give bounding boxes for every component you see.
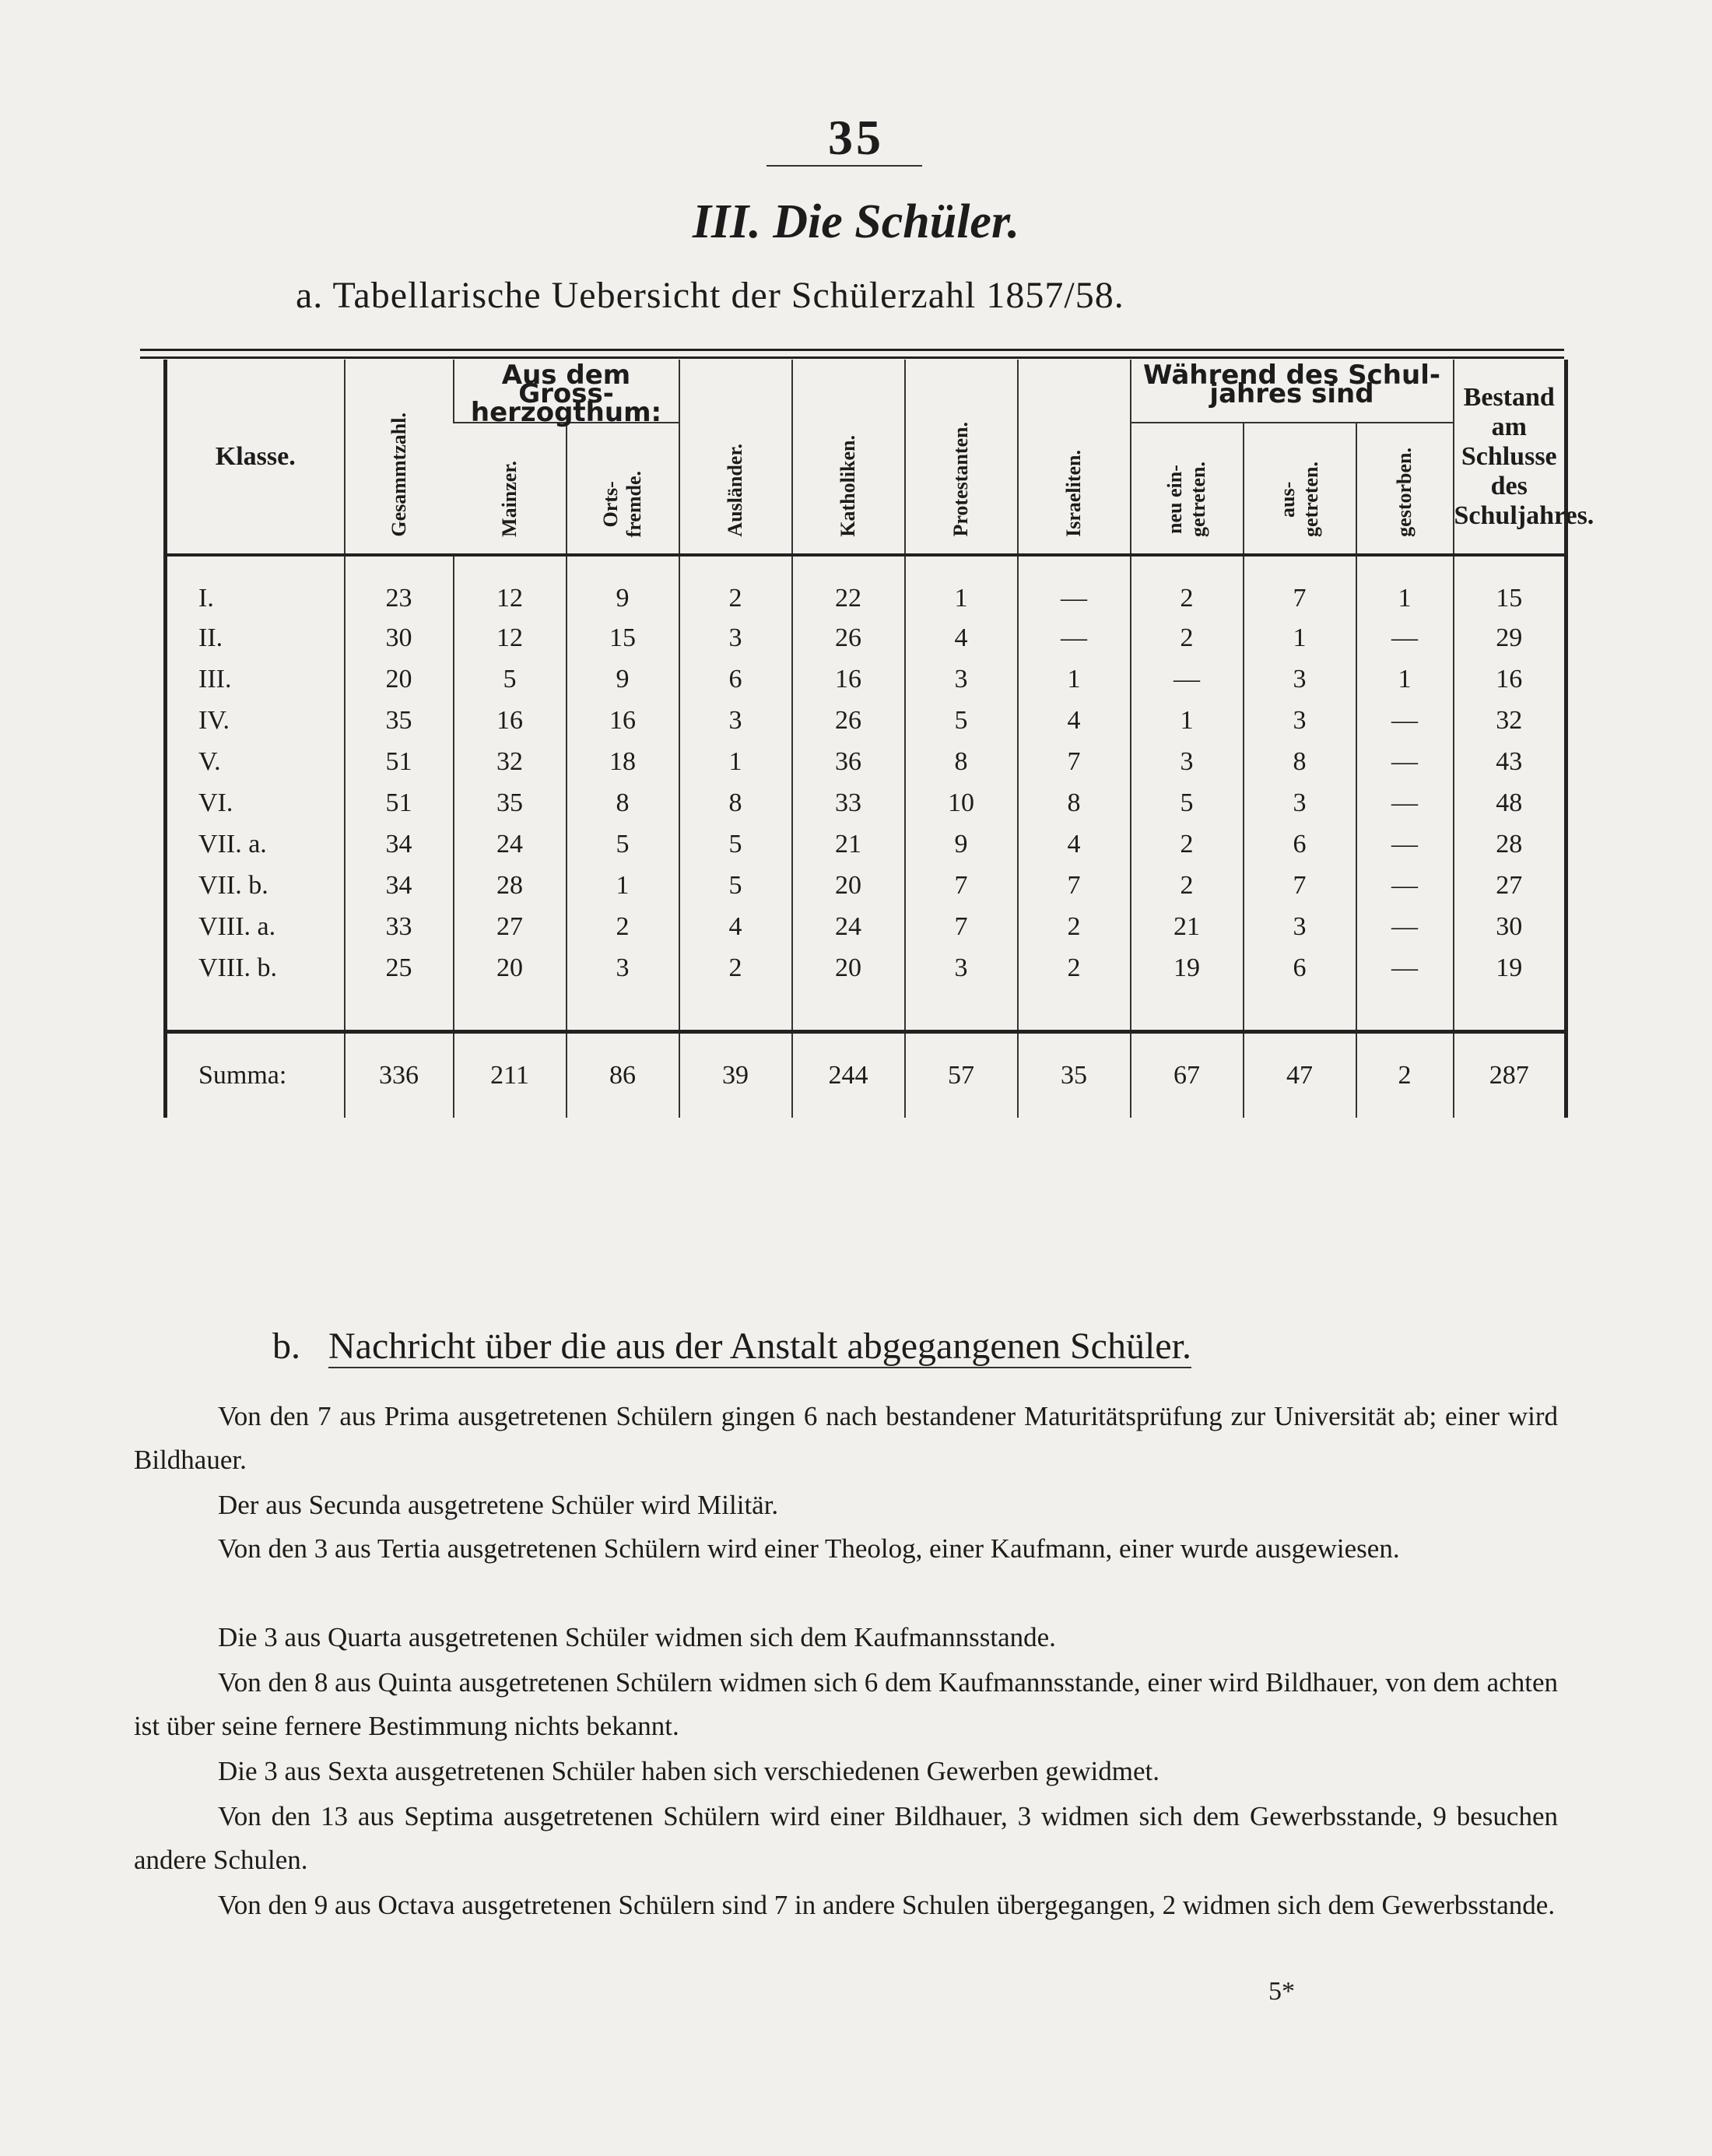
- cell-ortsfremde: 18: [567, 741, 679, 782]
- cell-klasse: II.: [198, 623, 223, 652]
- cell-protestanten: 9: [905, 823, 1018, 865]
- cell-auslaender: 2: [679, 947, 792, 988]
- page-number-rule: [767, 165, 922, 167]
- cell-gesammtzahl: 23: [345, 555, 454, 617]
- cell-gesammtzahl: 33: [345, 906, 454, 947]
- cell-katholiken: 20: [792, 865, 905, 906]
- cell-mainzer: 32: [454, 741, 567, 782]
- cell-klasse: VIII. b.: [198, 953, 278, 982]
- cell-gestorben: —: [1356, 741, 1454, 782]
- paragraph-quinta: Von den 8 aus Quinta ausgetretenen Schülern widmen sich 6 dem Kaufmannsstande, einer wird Bildhauer, von dem achten ist über seine fernere Bestimmung nichts bekannt.: [134, 1667, 1558, 1741]
- cell-bestand: 287: [1454, 1032, 1566, 1118]
- cell-katholiken: 21: [792, 823, 905, 865]
- header-neu-eingetreten: neu ein- getreten.: [1131, 423, 1244, 555]
- cell-mainzer: 16: [454, 700, 567, 741]
- cell-klasse: IV.: [198, 705, 230, 735]
- cell-gestorben: —: [1356, 700, 1454, 741]
- cell-mainzer: 28: [454, 865, 567, 906]
- cell-aus: 6: [1244, 823, 1356, 865]
- table-row: [166, 741, 1566, 782]
- cell-aus: 7: [1244, 865, 1356, 906]
- cell-auslaender: 6: [679, 658, 792, 700]
- cell-mainzer: 12: [454, 555, 567, 617]
- cell-auslaender: 5: [679, 823, 792, 865]
- cell-protestanten: 3: [905, 947, 1018, 988]
- cell-neu: 5: [1131, 782, 1244, 823]
- cell-israeliten: 35: [1018, 1032, 1131, 1118]
- cell-aus: 3: [1244, 782, 1356, 823]
- cell-katholiken: 26: [792, 617, 905, 658]
- cell-katholiken: 20: [792, 947, 905, 988]
- cell-auslaender: 2: [679, 555, 792, 617]
- cell-bestand: 16: [1454, 658, 1566, 700]
- cell-katholiken: 16: [792, 658, 905, 700]
- section-title: III. Die Schüler.: [692, 195, 1020, 248]
- cell-katholiken: 26: [792, 700, 905, 741]
- cell-aus: 8: [1244, 741, 1356, 782]
- cell-klasse: III.: [198, 664, 232, 694]
- cell-katholiken: 24: [792, 906, 905, 947]
- cell-auslaender: 5: [679, 865, 792, 906]
- cell-auslaender: 3: [679, 617, 792, 658]
- header-mainzer: Mainzer.: [454, 423, 567, 555]
- header-auslaender: Ausländer.: [679, 360, 792, 555]
- table-summary-row: [166, 1032, 1566, 1118]
- cell-aus: 3: [1244, 658, 1356, 700]
- cell-bestand: 28: [1454, 823, 1566, 865]
- cell-katholiken: 244: [792, 1032, 905, 1118]
- cell-katholiken: 33: [792, 782, 905, 823]
- cell-aus: 6: [1244, 947, 1356, 988]
- cell-bestand: 27: [1454, 865, 1566, 906]
- cell-protestanten: 5: [905, 700, 1018, 741]
- cell-neu: 67: [1131, 1032, 1244, 1118]
- subtitle-text: Nachricht über die aus der Anstalt abgegangenen Schüler.: [328, 1326, 1191, 1367]
- cell-ortsfremde: 8: [567, 782, 679, 823]
- cell-bestand: 19: [1454, 947, 1566, 988]
- cell-neu: 2: [1131, 865, 1244, 906]
- table-spacer-row: [166, 988, 1566, 1032]
- table-top-rule: [140, 349, 1564, 351]
- cell-auslaender: 3: [679, 700, 792, 741]
- cell-gesammtzahl: 25: [345, 947, 454, 988]
- cell-ortsfremde: 86: [567, 1032, 679, 1118]
- cell-gestorben: 2: [1356, 1032, 1454, 1118]
- cell-israeliten: —: [1018, 617, 1131, 658]
- table-row: [166, 658, 1566, 700]
- cell-israeliten: 7: [1018, 741, 1131, 782]
- cell-mainzer: 211: [454, 1032, 567, 1118]
- cell-israeliten: —: [1018, 555, 1131, 617]
- paragraph-sexta: Die 3 aus Sexta ausgetretenen Schüler haben sich verschiedenen Gewerben gewidmet.: [218, 1756, 1159, 1786]
- cell-mainzer: 20: [454, 947, 567, 988]
- cell-israeliten: 2: [1018, 947, 1131, 988]
- cell-gestorben: —: [1356, 906, 1454, 947]
- cell-neu: 2: [1131, 617, 1244, 658]
- cell-summa-label: Summa:: [166, 1032, 345, 1118]
- cell-aus: 1: [1244, 617, 1356, 658]
- cell-gestorben: 1: [1356, 555, 1454, 617]
- cell-protestanten: 4: [905, 617, 1018, 658]
- cell-auslaender: 1: [679, 741, 792, 782]
- cell-ortsfremde: 5: [567, 823, 679, 865]
- cell-ortsfremde: 15: [567, 617, 679, 658]
- cell-protestanten: 57: [905, 1032, 1018, 1118]
- header-bestand: Bestand am Schlusse des Schuljahres.: [1454, 360, 1566, 555]
- cell-neu: 2: [1131, 823, 1244, 865]
- cell-ortsfremde: 9: [567, 555, 679, 617]
- cell-mainzer: 35: [454, 782, 567, 823]
- cell-gesammtzahl: 34: [345, 823, 454, 865]
- paragraph-septima: Von den 13 aus Septima ausgetretenen Schülern wird einer Bildhauer, 3 widmen sich dem Gewerbsstande, 9 besuchen andere Schulen.: [134, 1801, 1558, 1875]
- cell-israeliten: 2: [1018, 906, 1131, 947]
- paragraph-tertia: Von den 3 aus Tertia ausgetretenen Schülern wird einer Theolog, einer Kaufmann, einer wurde ausgewiesen.: [218, 1533, 1400, 1564]
- cell-ortsfremde: 3: [567, 947, 679, 988]
- cell-auslaender: 4: [679, 906, 792, 947]
- cell-aus: 3: [1244, 700, 1356, 741]
- cell-bestand: 32: [1454, 700, 1566, 741]
- table-caption: a. Tabellarische Uebersicht der Schülerzahl 1857/58.: [296, 275, 1124, 316]
- cell-bestand: 30: [1454, 906, 1566, 947]
- cell-neu: 3: [1131, 741, 1244, 782]
- cell-auslaender: 39: [679, 1032, 792, 1118]
- cell-neu: 1: [1131, 700, 1244, 741]
- table-row: [166, 865, 1566, 906]
- cell-protestanten: 7: [905, 906, 1018, 947]
- cell-gesammtzahl: 20: [345, 658, 454, 700]
- table-row: [166, 947, 1566, 988]
- cell-neu: 19: [1131, 947, 1244, 988]
- cell-bestand: 29: [1454, 617, 1566, 658]
- table-top-rule-2: [140, 356, 1564, 359]
- paragraph-octava: Von den 9 aus Octava ausgetretenen Schülern sind 7 in andere Schulen übergegangen, 2 widmen sich dem Gewerbsstande.: [218, 1890, 1556, 1920]
- cell-gesammtzahl: 51: [345, 782, 454, 823]
- table-row: [166, 555, 1566, 617]
- table-row: [166, 823, 1566, 865]
- cell-protestanten: 7: [905, 865, 1018, 906]
- paragraph-prima: Von den 7 aus Prima ausgetretenen Schülern gingen 6 nach bestandener Maturitätsprüfung zur Universität ab; einer wird Bildhauer.: [134, 1401, 1558, 1475]
- header-klasse: Klasse.: [166, 360, 345, 555]
- cell-israeliten: 4: [1018, 700, 1131, 741]
- header-gestorben: gestorben.: [1356, 423, 1454, 555]
- header-group-grossherzogthum: Aus dem Gross-herzogthum:: [454, 360, 679, 423]
- cell-mainzer: 27: [454, 906, 567, 947]
- cell-israeliten: 1: [1018, 658, 1131, 700]
- cell-klasse: VI.: [198, 788, 233, 817]
- cell-neu: —: [1131, 658, 1244, 700]
- header-katholiken: Katholiken.: [792, 360, 905, 555]
- cell-gestorben: 1: [1356, 658, 1454, 700]
- cell-klasse: VII. a.: [198, 829, 267, 859]
- cell-gesammtzahl: 30: [345, 617, 454, 658]
- cell-gestorben: —: [1356, 947, 1454, 988]
- cell-protestanten: 10: [905, 782, 1018, 823]
- cell-aus: 7: [1244, 555, 1356, 617]
- student-statistics-table: [163, 360, 1594, 1118]
- cell-israeliten: 7: [1018, 865, 1131, 906]
- cell-bestand: 48: [1454, 782, 1566, 823]
- header-ortsfremde: Orts- fremde.: [567, 423, 679, 555]
- cell-gestorben: —: [1356, 823, 1454, 865]
- cell-gestorben: —: [1356, 782, 1454, 823]
- cell-protestanten: 1: [905, 555, 1018, 617]
- cell-gesammtzahl: 336: [345, 1032, 454, 1118]
- header-ausgetreten: aus- getreten.: [1244, 423, 1356, 555]
- cell-gesammtzahl: 35: [345, 700, 454, 741]
- cell-klasse: VII. b.: [198, 870, 268, 900]
- cell-katholiken: 36: [792, 741, 905, 782]
- cell-klasse: V.: [198, 746, 221, 776]
- page-number: 35: [828, 110, 884, 165]
- table-row: [166, 700, 1566, 741]
- subtitle: [272, 1325, 1595, 1368]
- table-row: [166, 617, 1566, 658]
- cell-neu: 21: [1131, 906, 1244, 947]
- cell-gestorben: —: [1356, 865, 1454, 906]
- table-row: [166, 782, 1566, 823]
- signature-mark: 5*: [1268, 1977, 1295, 2006]
- cell-klasse: VIII. a.: [198, 911, 276, 941]
- cell-ortsfremde: 1: [567, 865, 679, 906]
- cell-auslaender: 8: [679, 782, 792, 823]
- cell-ortsfremde: 9: [567, 658, 679, 700]
- header-group-waehrend: Während des Schul-jahres sind: [1131, 360, 1454, 423]
- header-israeliten: Israeliten.: [1018, 360, 1131, 555]
- cell-ortsfremde: 16: [567, 700, 679, 741]
- cell-gestorben: —: [1356, 617, 1454, 658]
- cell-neu: 2: [1131, 555, 1244, 617]
- cell-bestand: 43: [1454, 741, 1566, 782]
- cell-aus: 47: [1244, 1032, 1356, 1118]
- cell-klasse: I.: [198, 584, 214, 613]
- cell-katholiken: 22: [792, 555, 905, 617]
- paragraph-secunda: Der aus Secunda ausgetretene Schüler wird Militär.: [218, 1490, 779, 1520]
- cell-bestand: 15: [1454, 555, 1566, 617]
- cell-aus: 3: [1244, 906, 1356, 947]
- header-gesammtzahl: Gesammtzahl.: [345, 360, 454, 555]
- table-header-group-row: [166, 360, 1566, 423]
- cell-gesammtzahl: 34: [345, 865, 454, 906]
- table-row: [166, 906, 1566, 947]
- header-protestanten: Protestanten.: [905, 360, 1018, 555]
- cell-protestanten: 8: [905, 741, 1018, 782]
- cell-gesammtzahl: 51: [345, 741, 454, 782]
- paragraph-quarta: Die 3 aus Quarta ausgetretenen Schüler widmen sich dem Kaufmannsstande.: [218, 1622, 1056, 1652]
- cell-ortsfremde: 2: [567, 906, 679, 947]
- cell-mainzer: 5: [454, 658, 567, 700]
- subtitle-prefix: b.: [272, 1326, 300, 1367]
- cell-protestanten: 3: [905, 658, 1018, 700]
- cell-israeliten: 8: [1018, 782, 1131, 823]
- cell-mainzer: 24: [454, 823, 567, 865]
- cell-israeliten: 4: [1018, 823, 1131, 865]
- cell-mainzer: 12: [454, 617, 567, 658]
